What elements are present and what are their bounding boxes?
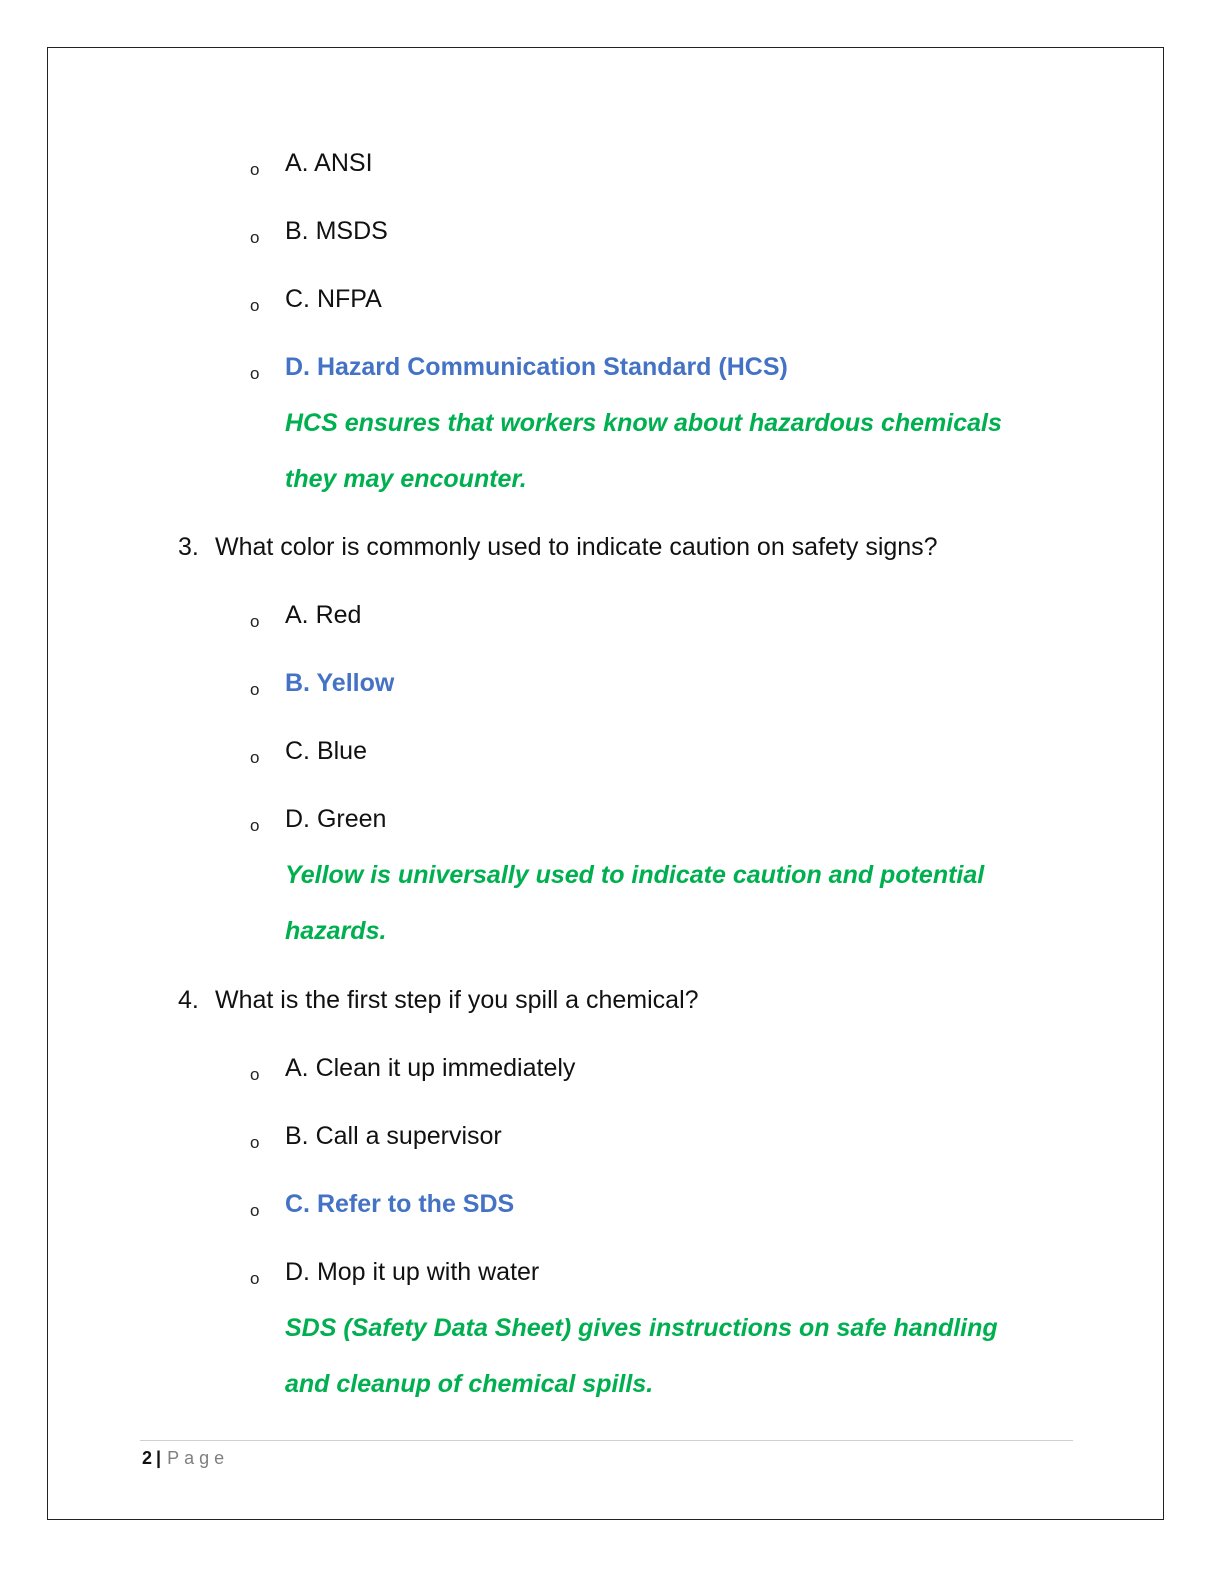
page-label: Page: [167, 1448, 230, 1468]
explanation-text: and cleanup of chemical spills.: [285, 1370, 654, 1398]
footer-divider: [140, 1440, 1073, 1441]
answer-option: B. MSDS: [285, 217, 388, 245]
explanation-text: Yellow is universally used to indicate caution and potential: [285, 861, 985, 889]
list-bullet: o: [250, 1269, 260, 1288]
list-bullet: o: [250, 1201, 260, 1220]
list-bullet: o: [250, 364, 260, 383]
answer-option: A. Clean it up immediately: [285, 1054, 576, 1082]
correct-answer-option: B. Yellow: [285, 669, 395, 697]
explanation-text: HCS ensures that workers know about hazardous chemicals: [285, 409, 1002, 437]
answer-option: C. Blue: [285, 737, 367, 765]
page-footer: [142, 1446, 229, 1470]
answer-option: C. NFPA: [285, 285, 382, 313]
explanation-text: they may encounter.: [285, 465, 527, 493]
answer-option: B. Call a supervisor: [285, 1122, 502, 1150]
question-text: What color is commonly used to indicate caution on safety signs?: [215, 533, 938, 561]
page-number: 2: [142, 1448, 153, 1468]
explanation-text: SDS (Safety Data Sheet) gives instructions on safe handling: [285, 1314, 998, 1342]
question-number: 4.: [178, 986, 199, 1014]
list-bullet: o: [250, 612, 260, 631]
list-bullet: o: [250, 296, 260, 315]
list-bullet: o: [250, 1133, 260, 1152]
question-3: [178, 531, 938, 563]
list-bullet: o: [250, 816, 260, 835]
question-number: 3.: [178, 533, 199, 561]
answer-option: A. Red: [285, 601, 362, 629]
list-bullet: o: [250, 228, 260, 247]
list-bullet: o: [250, 160, 260, 179]
answer-option: D. Green: [285, 805, 387, 833]
list-bullet: o: [250, 748, 260, 767]
answer-option: A. ANSI: [285, 149, 373, 177]
list-bullet: o: [250, 680, 260, 699]
correct-answer-option: C. Refer to the SDS: [285, 1190, 515, 1218]
answer-option: D. Mop it up with water: [285, 1258, 540, 1286]
correct-answer-option: D. Hazard Communication Standard (HCS): [285, 353, 788, 381]
question-text: What is the first step if you spill a chemical?: [215, 986, 699, 1014]
footer-separator: |: [156, 1448, 162, 1468]
list-bullet: o: [250, 1065, 260, 1084]
question-4: [178, 984, 699, 1016]
explanation-text: hazards.: [285, 917, 387, 945]
